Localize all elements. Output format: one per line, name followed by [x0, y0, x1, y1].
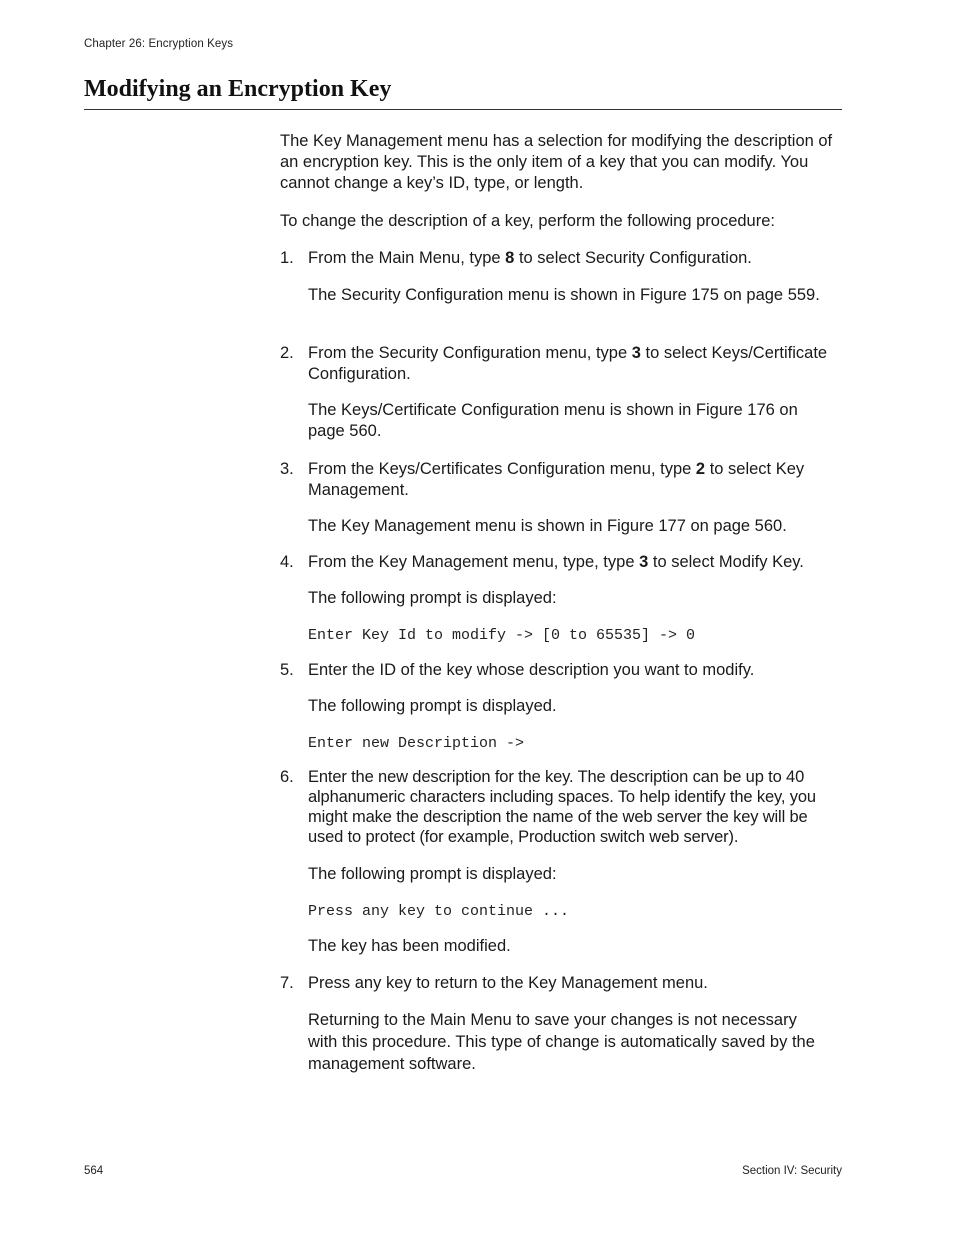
step-instruction: Press any key to return to the Key Management menu.	[308, 974, 708, 992]
step-note: The Key Management menu is shown in Figure 177 on page 560.	[308, 517, 787, 535]
step-instruction: From the Keys/Certificates Configuration menu, type 2 to select Key Management.	[308, 460, 805, 499]
title-rule	[84, 109, 842, 110]
step-key: 3	[639, 553, 649, 571]
step-number: 5.	[280, 661, 294, 679]
step-number: 1.	[280, 249, 294, 267]
step-note: The following prompt is displayed.	[308, 697, 557, 715]
running-head: Chapter 26: Encryption Keys	[84, 38, 234, 50]
step-key: 3	[631, 344, 641, 362]
step-key: 2	[695, 460, 706, 478]
step-number: 2.	[280, 344, 294, 362]
procedure-intro: To change the description of a key, perform the following procedure:	[280, 212, 775, 230]
step-note: Returning to the Main Menu to save your changes is not necessary with this procedure. This type of change is automatically saved by the management software.	[308, 1011, 815, 1073]
intro-paragraph: The Key Management menu has a selection for modifying the description of an encryption key. This is the only item of a key that you can modify. You cannot change a key’s ID, type, or length.	[280, 132, 833, 192]
console-prompt: Enter Key Id to modify -> [0 to 65535] -> 0	[308, 627, 696, 644]
step-note: The Security Configuration menu is shown in Figure 175 on page 559.	[308, 286, 820, 304]
step-note: The key has been modified.	[308, 937, 511, 955]
section-label: Section IV: Security	[742, 1165, 842, 1177]
step-instruction: From the Security Configuration menu, type 3 to select Keys/Certificate Configuration.	[308, 344, 828, 383]
page-title: Modifying an Encryption Key	[84, 76, 392, 102]
step-number: 3.	[280, 460, 294, 478]
page-number: 564	[84, 1165, 104, 1177]
step-number: 6.	[280, 768, 294, 786]
step-instruction: Enter the ID of the key whose description you want to modify.	[308, 661, 755, 679]
console-prompt: Press any key to continue ...	[308, 903, 570, 920]
step-note: The following prompt is displayed:	[308, 589, 557, 607]
step-number: 7.	[280, 974, 294, 992]
console-prompt: Enter new Description ->	[308, 735, 525, 752]
step-instruction: From the Main Menu, type 8 to select Security Configuration.	[308, 249, 752, 267]
step-note: The Keys/Certificate Configuration menu is shown in Figure 176 on page 560.	[308, 401, 798, 440]
step-number: 4.	[280, 553, 294, 571]
step-key: 8	[505, 249, 515, 267]
step-instruction: From the Key Management menu, type, type 3 to select Modify Key.	[308, 553, 804, 571]
step-instruction: Enter the new description for the key. The description can be up to 40 alphanumeric characters including spaces. To help identify the key, you might make the description the name of the web server the key will be used to protect (for example, Production switch web server).	[308, 768, 816, 846]
step-note: The following prompt is displayed:	[308, 865, 557, 883]
